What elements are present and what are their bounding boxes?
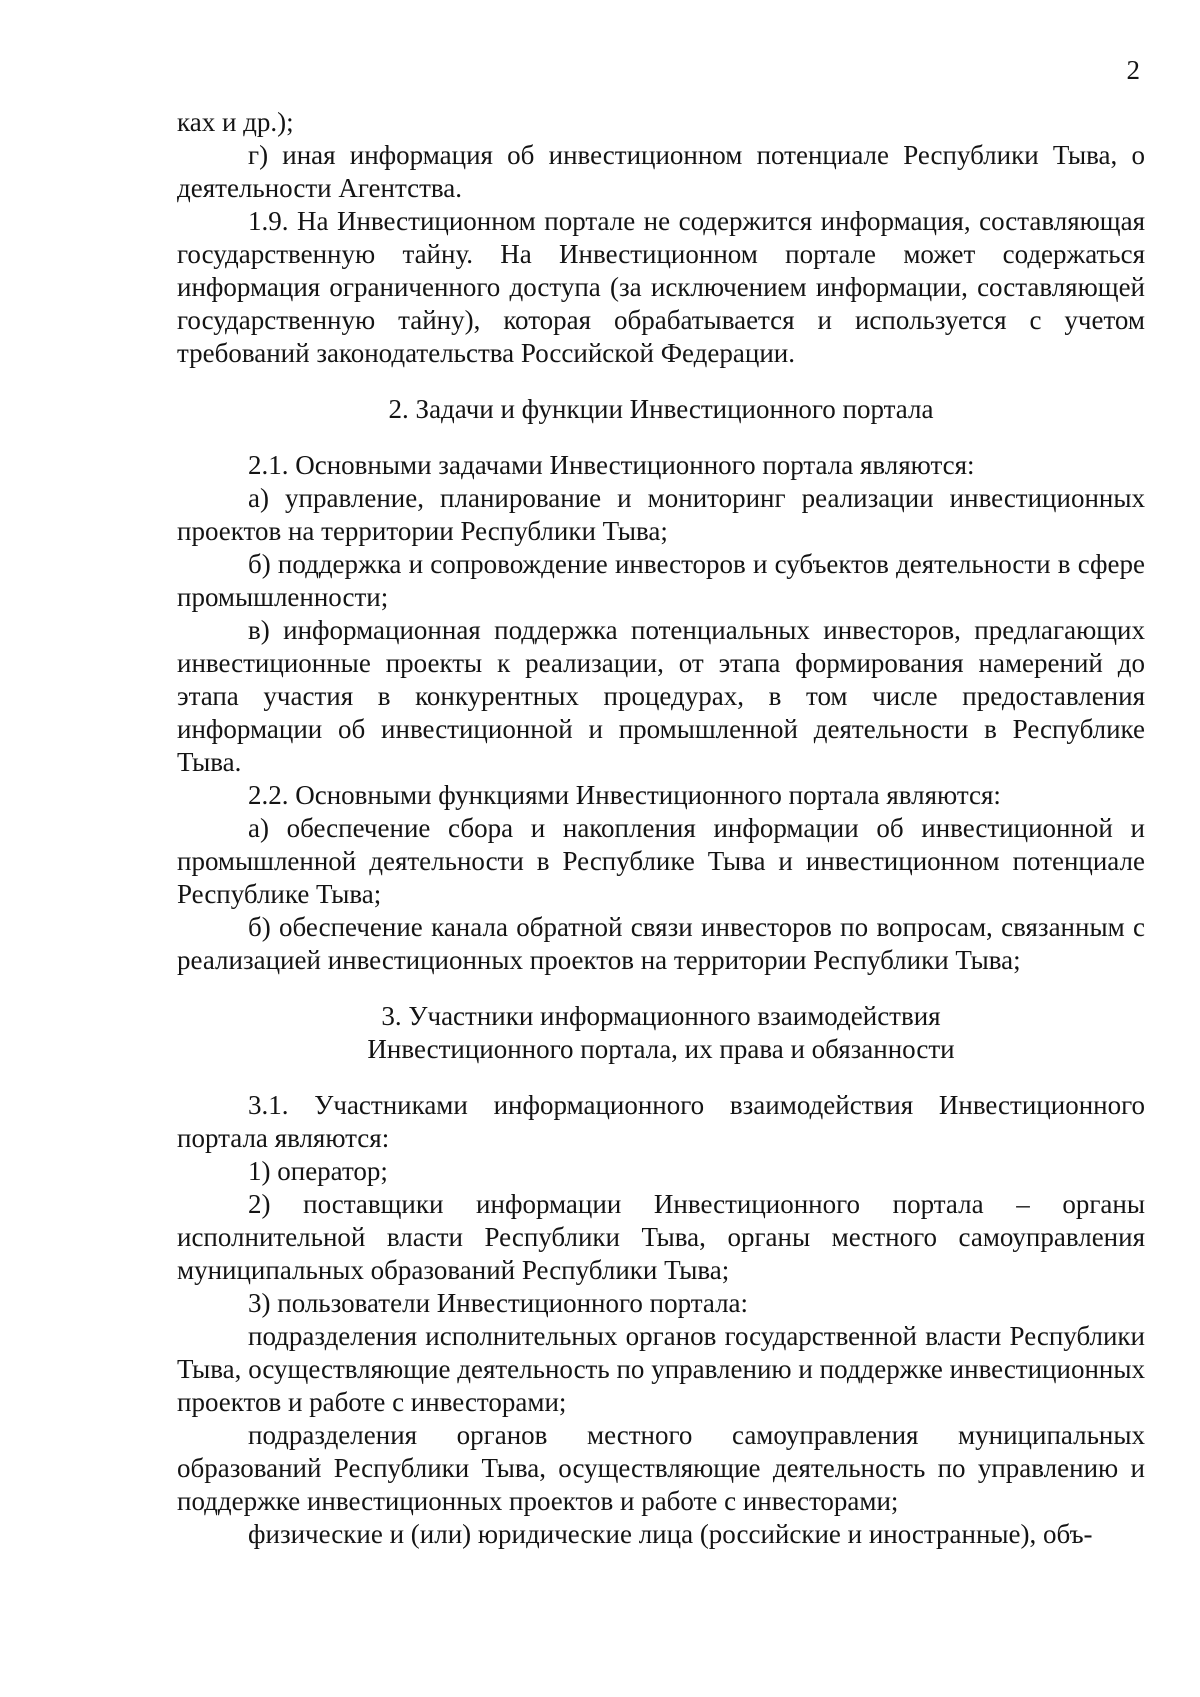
section-2-heading: 2. Задачи и функции Инвестиционного портала bbox=[388, 394, 934, 424]
list-item-operator: 1) оператор; bbox=[248, 1156, 388, 1186]
paragraph-2-2-a: а) обеспечение сбора и накопления информации об инвестиционной и промышленной деятельности в Республике Тыва и инвестиционном потенциале Республике Тыва; bbox=[177, 813, 1145, 909]
paragraph-2-1-v: в) информационная поддержка потенциальных инвесторов, предлагающих инвестиционные проекты к реализации, от этапа формирования намерений до этапа участия в конкурентных процедурах, в том числе предоставления информации об инвестиционной и промышленной деятельности в Республике Тыва. bbox=[177, 615, 1145, 777]
paragraph-continuation: ках и др.); bbox=[177, 107, 294, 137]
paragraph-3-1: 3.1. Участниками информационного взаимодействия Инвестиционного портала являются: bbox=[177, 1090, 1145, 1153]
paragraph-users-municipal: подразделения органов местного самоуправления муниципальных образований Республики Тыва, осуществляющие деятельность по управлению и поддержке инвестиционных проектов и работе с инвесторами; bbox=[177, 1420, 1145, 1516]
document-body bbox=[177, 106, 1145, 1551]
paragraph-1-8-g: г) иная информация об инвестиционном потенциале Республики Тыва, о деятельности Агентства. bbox=[177, 140, 1145, 203]
list-item-suppliers: 2) поставщики информации Инвестиционного портала – органы исполнительной власти Республики Тыва, органы местного самоуправления муниципальных образований Республики Тыва; bbox=[177, 1189, 1145, 1285]
section-3-heading-line-2: Инвестиционного портала, их права и обязанности bbox=[367, 1034, 955, 1064]
paragraph-2-2: 2.2. Основными функциями Инвестиционного портала являются: bbox=[248, 780, 1001, 810]
section-3-heading bbox=[177, 1000, 1145, 1066]
page-number: 2 bbox=[1126, 55, 1140, 85]
list-item-users: 3) пользователи Инвестиционного портала: bbox=[248, 1288, 749, 1318]
paragraph-2-2-b: б) обеспечение канала обратной связи инвесторов по вопросам, связанным с реализацией инвестиционных проектов на территории Республики Тыва; bbox=[177, 912, 1145, 975]
paragraph-2-1-a: а) управление, планирование и мониторинг реализации инвестиционных проектов на территории Республики Тыва; bbox=[177, 483, 1145, 546]
paragraph-users-persons: физические и (или) юридические лица (российские и иностранные), объ- bbox=[248, 1519, 1093, 1549]
paragraph-2-1-b: б) поддержка и сопровождение инвесторов и субъектов деятельности в сфере промышленности; bbox=[177, 549, 1145, 612]
paragraph-1-9: 1.9. На Инвестиционном портале не содержится информация, составляющая государственную тайну. На Инвестиционном портале может содержаться информация ограниченного доступа (за исключением информации, составляющей государственную тайну), которая обрабатывается и используется с учетом требований законодательства Российской Федерации. bbox=[177, 206, 1145, 368]
paragraph-2-1: 2.1. Основными задачами Инвестиционного портала являются: bbox=[248, 450, 975, 480]
section-3-heading-line-1: 3. Участники информационного взаимодействия bbox=[381, 1001, 941, 1031]
paragraph-users-executive: подразделения исполнительных органов государственной власти Республики Тыва, осуществляющие деятельность по управлению и поддержке инвестиционных проектов и работе с инвесторами; bbox=[177, 1321, 1145, 1417]
